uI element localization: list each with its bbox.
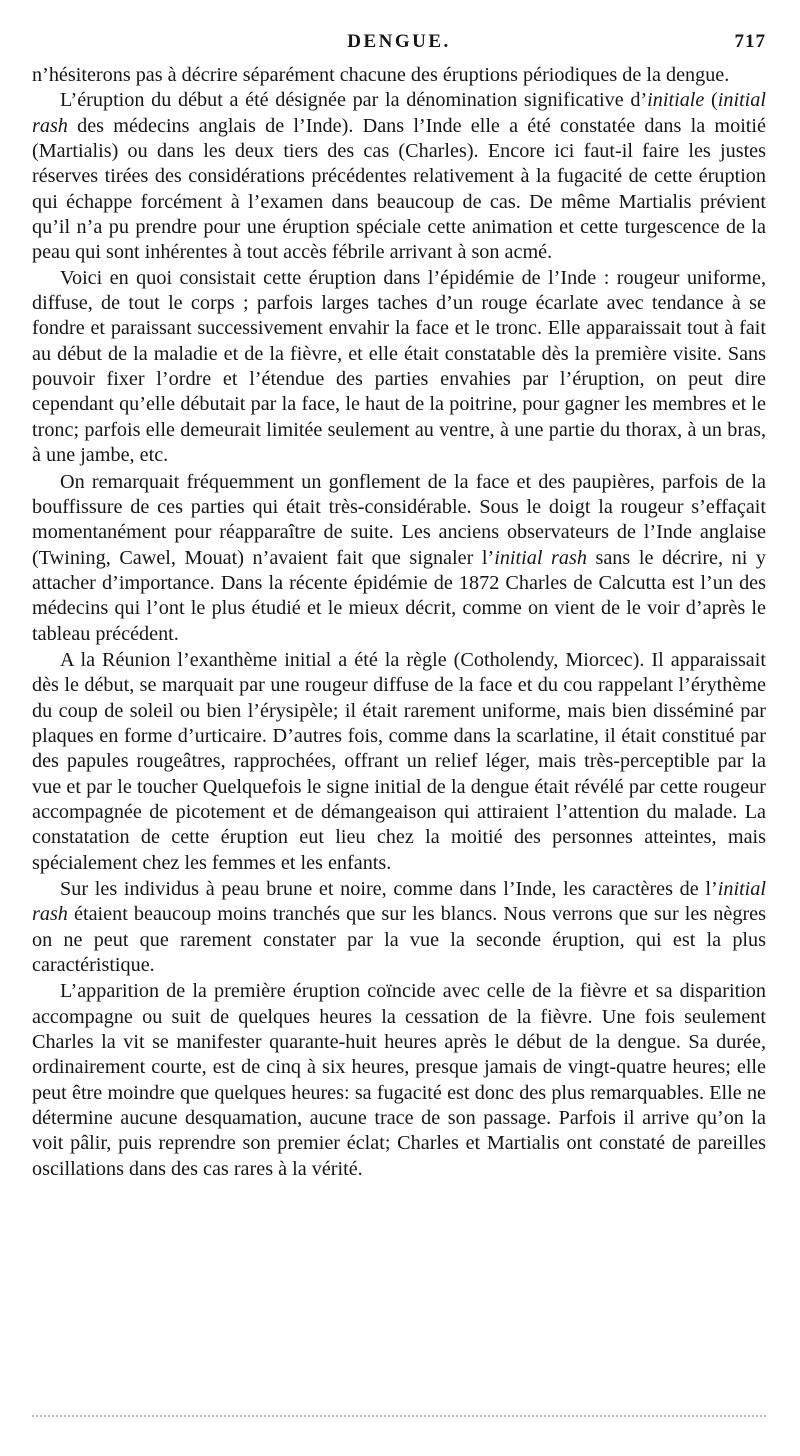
text-segment: Sur les individus à peau brune et noire, comme dans l’Inde, les caractères de l’ [60, 878, 718, 900]
paragraph-4 [32, 470, 766, 647]
text-segment: A la Réunion l’exanthème initial a été la règle (Cotholendy, Miorcec). Il apparaissait dès le début, se marquait par une rougeur diffuse de la face et du cou rappelant l’érythème du coup de soleil ou bien l’érysipèle; il était rarement uniforme, mais bien disséminé par plaques en forme d’urticaire. D’autres fois, comme dans la scarlatine, il était constitué par des papules rougeâtres, rapprochées, offrant un relief léger, mais très-perceptible par la vue et par le toucher Quelquefois le signe initial de la dengue était révélé par cette rougeur accompagnée de picotement et de démangeaison qui attiraient l’attention du malade. La constatation de cette éruption eut lieu chez la moitié des personnes atteintes, mais spécialement chez les femmes et les enfants. [32, 648, 766, 874]
text-segment: étaient beaucoup moins tranchés que sur les blancs. Nous verrons que sur les nègres on ne peut que rarement constater par la vue la seconde éruption, qui est la plus caractéristique. [32, 903, 766, 977]
paragraph-5 [32, 648, 766, 876]
page-number: 717 [734, 31, 766, 52]
paragraph-2 [32, 88, 766, 265]
paragraph-1 [32, 63, 766, 88]
paragraph-3 [32, 266, 766, 469]
running-title: DENGUE. [347, 31, 451, 52]
paragraph-7 [32, 979, 766, 1182]
paragraph-6 [32, 877, 766, 978]
body-text [32, 63, 766, 1182]
italic-term: initiale [647, 89, 705, 112]
text-segment: ( [704, 89, 718, 112]
italic-term: initial rash [32, 878, 766, 926]
page-header [32, 31, 766, 55]
text-segment: n’hésiterons pas à décrire séparément chacune des éruptions périodiques de la dengue. [32, 64, 730, 86]
italic-term: initial rash [494, 546, 587, 569]
text-segment: des médecins anglais de l’Inde). Dans l’Inde elle a été constatée dans la moitié (Martialis) ou dans les deux tiers des cas (Charles). Encore ici faut-il faire les justes réserves tirées des considérations précédentes relativement à la fugacité de cette éruption qui échappe forcément à l’examen dans beaucoup de cas. De même Martialis prévient qu’il n’a pu prendre pour une éruption spéciale cette animation et cette turgescence de la peau qui sont inhérentes à tout accès fébrile arrivant à son acmé. [32, 114, 766, 264]
text-segment: sans le décrire, ni y attacher d’importance. Dans la récente épidémie de 1872 Charles de Calcutta est l’un des médecins qui l’ont le plus étudié et le mieux décrit, comme on vient de le voir d’après le tableau précédent. [32, 546, 766, 645]
footer-rule [32, 1415, 766, 1417]
text-segment: On remarquait fréquemment un gonflement de la face et des paupières, parfois de la bouffissure de ces parties qui était très-considérable. Sous le doigt la rougeur s’effaçait momentanément pour réapparaître de suite. Les anciens observateurs de l’Inde anglaise (Twining, Cawel, Mouat) n’avaient fait que signaler l’ [32, 470, 766, 569]
text-segment: L’éruption du début a été désignée par la dénomination significative d’ [60, 89, 648, 112]
text-segment: L’apparition de la première éruption coïncide avec celle de la fièvre et sa disparition accompagne ou suit de quelques heures la cessation de la fièvre. Une fois seulement Charles la vit se manifester quarante-huit heures après le début de la dengue. Sa durée, ordinairement courte, est de cinq à six heures, presque jamais de vingt-quatre heures; elle peut être moindre que quelques heures: sa fugacité est donc des plus remarquables. Elle ne détermine aucune desquamation, aucune trace de son passage. Parfois il arrive qu’on la voit pâlir, puis reprendre son premier éclat; Charles et Martialis ont constaté de pareilles oscillations dans des cas rares à la vérité. [32, 980, 766, 1180]
italic-term: initial rash [32, 89, 766, 137]
text-segment: Voici en quoi consistait cette éruption dans l’épidémie de l’Inde : rougeur uniforme, diffuse, de tout le corps ; parfois larges taches d’un rouge écarlate avec tendance à se fondre et paraissant successivement envahir la face et le tronc. Elle apparaissait tout à fait au début de la maladie et de la fièvre, et elle était constatable dès la première visite. Sans pouvoir fixer l’ordre et l’étendue des parties envahies par l’éruption, on peut dire cependant qu’elle débutait par la face, le haut de la poitrine, pour gagner les membres et le tronc; parfois elle demeurait limitée seulement au ventre, à une partie du thorax, à un bras, à une jambe, etc. [32, 266, 766, 467]
